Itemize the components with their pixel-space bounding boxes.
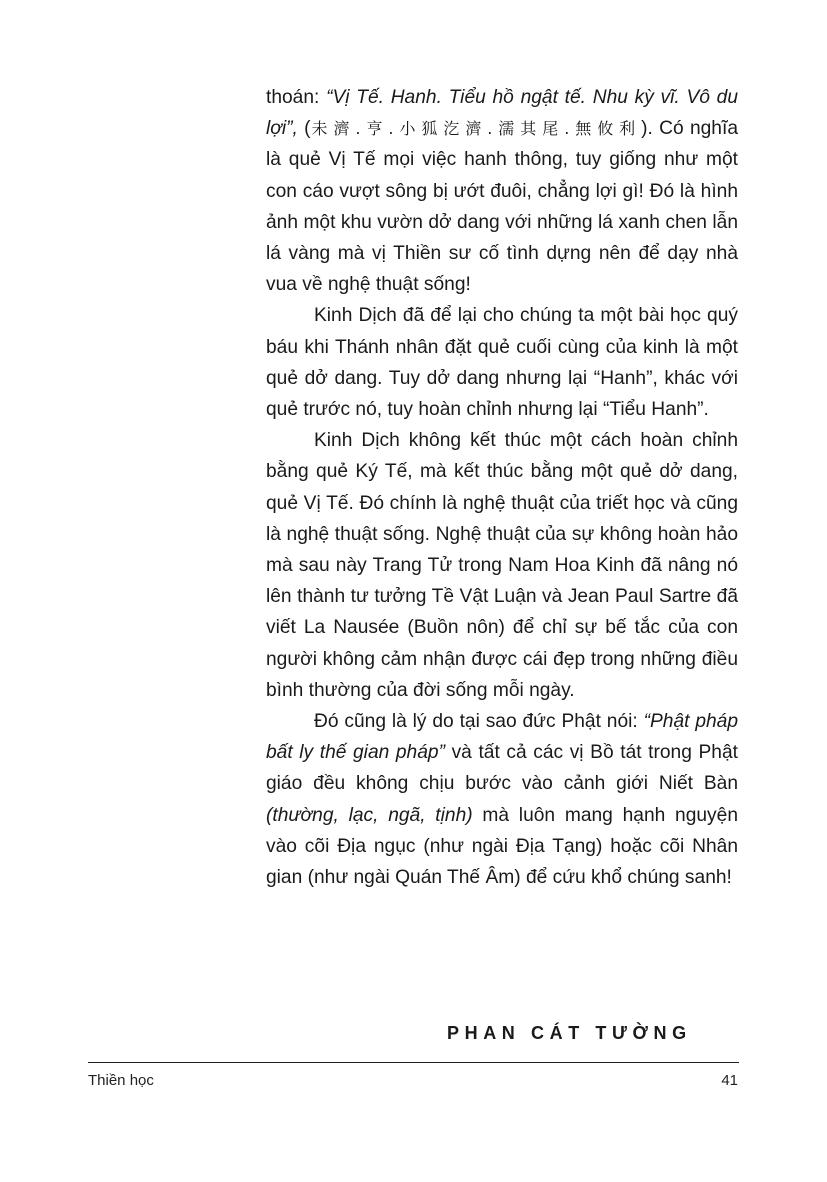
p4-mid: và tất cả các vị Bồ tát trong Phật giáo đều không chịu bước vào cảnh giới Niết Bàn bbox=[266, 742, 738, 795]
paragraph-4 bbox=[266, 706, 738, 893]
p1-paren-open: ( bbox=[304, 118, 311, 140]
p4-rest: mà luôn mang hạnh nguyện vào cõi Địa ngục (như ngài Địa Tạng) hoặc cõi Nhân gian (như ngài Quán Thế Âm) để cứu khổ chúng sanh! bbox=[266, 804, 738, 889]
p4-quote: “Phật pháp bất ly thế gian pháp” bbox=[266, 711, 738, 764]
paragraph-1 bbox=[266, 82, 738, 300]
p1-chinese-text: 未濟.亨.小狐汔濟.濡其尾.無攸利 bbox=[310, 119, 642, 139]
p1-paren-close: ) bbox=[641, 118, 648, 140]
p1-rest: . Có nghĩa là quẻ Vị Tế mọi việc hanh thông, tuy giống như một con cáo vượt sông bị ướt đuôi, chẳng lợi gì! Đó là hình ảnh một khu vườn dở dang với những lá xanh chen lẫn lá vàng mà vị Thiền sư cố tình dựng nên để dạy nhà vua về nghệ thuật sống! bbox=[266, 118, 738, 296]
footer-divider bbox=[88, 1062, 739, 1063]
page-number: 41 bbox=[721, 1072, 738, 1089]
p4-paren-italic: (thường, lạc, ngã, tịnh) bbox=[266, 804, 473, 826]
p1-lead: thoán: bbox=[266, 87, 327, 108]
p4-lead: Đó cũng là lý do tại sao đức Phật nói: bbox=[314, 711, 644, 733]
running-head: Thiền học bbox=[88, 1072, 154, 1089]
p1-quote: “Vị Tế. Hanh. Tiểu hồ ngật tế. Nhu kỳ vĩ. Vô du lợi”, bbox=[266, 87, 738, 140]
body-text bbox=[266, 82, 738, 893]
paragraph-2: Kinh Dịch đã để lại cho chúng ta một bài học quý báu khi Thánh nhân đặt quẻ cuối cùng của kinh là một quẻ dở dang. Tuy dở dang nhưng lại “Hanh”, khác với quẻ trước nó, tuy hoàn chỉnh nhưng lại “Tiểu Hanh”. bbox=[266, 305, 738, 421]
paragraph-3: Kinh Dịch không kết thúc một cách hoàn chỉnh bằng quẻ Ký Tế, mà kết thúc bằng một quẻ dở dang, quẻ Vị Tế. Đó chính là nghệ thuật của triết học và cũng là nghệ thuật sống. Nghệ thuật của sự không hoàn hảo mà sau này Trang Tử trong Nam Hoa Kinh đã nâng nó lên thành tư tưởng Tề Vật Luận và Jean Paul Sartre đã viết La Nausée (Buồn nôn) để chỉ sự bế tắc của con người không cảm nhận được cái đẹp trong những điều bình thường của đời sống mỗi ngày. bbox=[266, 430, 738, 701]
author-signature: PHAN CÁT TƯỜNG bbox=[447, 1023, 692, 1043]
